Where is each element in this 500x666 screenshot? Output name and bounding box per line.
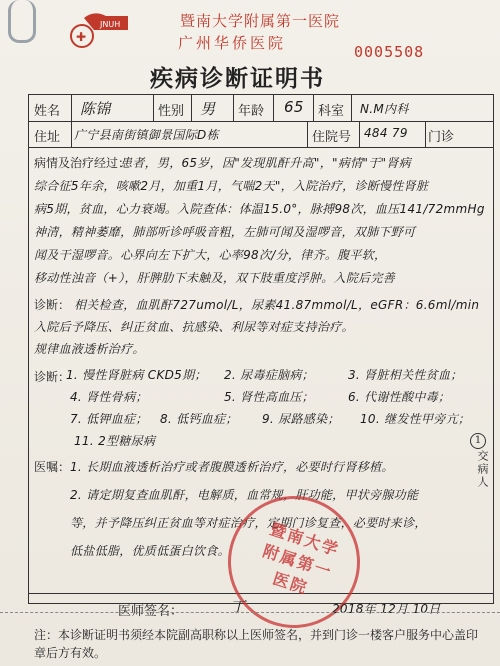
diagnosis-item: 6. 代谢性酸中毒； bbox=[348, 390, 451, 404]
logo-text: JNUH bbox=[100, 20, 121, 29]
signature-date: 2018年 12月 10日 bbox=[332, 602, 441, 616]
side-tag: 交病人 bbox=[476, 450, 489, 489]
history-line: 闻及干湿啰音。心界向左下扩大，心率98次/分，律齐。腹平软， bbox=[34, 248, 387, 262]
advice-line: 等，并予降压纠正贫血等对症治疗，定期门诊复查，必要时来诊， bbox=[70, 516, 427, 530]
row-divider bbox=[29, 121, 493, 122]
age-label: 年龄 bbox=[238, 104, 265, 119]
footer-note: 注：本诊断证明书须经本院副高职称以上医师签名，并到门诊一楼客户服务中心盖印章后方有效。 bbox=[34, 628, 479, 660]
history-line: 病5期，贫血，心力衰竭。入院查体：体温15.0°，脉搏98次，血压141/72mmHg bbox=[34, 202, 485, 216]
diagnosis-item: 9. 尿路感染； bbox=[262, 412, 340, 426]
age-value: 65 bbox=[284, 98, 304, 116]
advice-line: 1. 长期血液透析治疗或者腹膜透析治疗，必要时行肾移植。 bbox=[70, 460, 394, 474]
history-line: 移动性浊音（+），肝脾肋下未触及，双下肢重度浮肿。入院后完善 bbox=[34, 271, 396, 285]
doctor-signature-label: 医师签名： bbox=[118, 604, 184, 619]
admission-no-value: 484 79 bbox=[364, 126, 408, 140]
history-line: 综合征5年余，咳嗽2月，加重1月，气喘2天"，入院治疗，诊断慢性肾脏 bbox=[34, 179, 429, 193]
hospital-logo bbox=[70, 8, 132, 50]
diagnosis-label: 诊断： bbox=[34, 298, 71, 312]
diagnosis-line: 入院后予降压、纠正贫血、抗感染、利尿等对症支持治疗。 bbox=[34, 320, 354, 334]
address-value: 广宁县南街镇御景国际D栋 bbox=[74, 128, 219, 142]
name-value: 陈锦 bbox=[80, 100, 111, 118]
diagnosis-item: 10. 继发性甲旁亢； bbox=[360, 412, 471, 426]
diagnosis-item: 4. 肾性骨病； bbox=[70, 390, 148, 404]
name-label: 姓名 bbox=[34, 104, 61, 119]
hospital-name-primary: 暨南大学附属第一医院 bbox=[180, 12, 341, 30]
serial-number: 0005508 bbox=[354, 43, 425, 61]
footer-divider bbox=[0, 612, 500, 613]
stamp-text: 暨南大学附属第一医院 bbox=[260, 519, 342, 598]
advice-line: 2. 请定期复查血肌酐，电解质，血常规，肝功能，甲状旁腺功能 bbox=[70, 488, 419, 502]
diagnosis-item: 7. 低钾血症； bbox=[70, 412, 148, 426]
side-number: 1 bbox=[470, 433, 486, 449]
paper-clip bbox=[8, 0, 36, 43]
row-divider bbox=[29, 147, 493, 148]
history-label: 病情及治疗经过： bbox=[34, 156, 131, 170]
history-line: 神清，精神萎靡，肺部听诊呼吸音粗，左肺可闻及湿啰音，双肺下野可 bbox=[34, 225, 416, 239]
dept-value: N.M内科 bbox=[360, 102, 409, 116]
gender-label: 性别 bbox=[158, 104, 185, 119]
diagnosis-item: 1. 慢性肾脏病 CKD5期； bbox=[66, 368, 207, 382]
diagnosis-item: 3. 肾脏相关性贫血； bbox=[348, 368, 463, 382]
gender-value: 男 bbox=[200, 100, 216, 118]
doctor-signature: 丁 bbox=[230, 598, 246, 616]
address-label: 住址 bbox=[34, 130, 61, 145]
diagnosis-line: 相关检查，血肌酐727umol/L，尿素41.87mmol/L，eGFR：6.6ml/min bbox=[74, 298, 480, 312]
diagnosis-item: 8. 低钙血症； bbox=[160, 412, 238, 426]
document-title: 疾病诊断证明书 bbox=[150, 65, 325, 92]
diagnosis-item: 11. 2型糖尿病 bbox=[74, 434, 156, 448]
diagnosis-line: 规律血液透析治疗。 bbox=[34, 342, 145, 356]
advice-line: 低盐低脂，优质低蛋白饮食。 bbox=[70, 544, 230, 558]
svg-text:✚: ✚ bbox=[76, 30, 87, 44]
dept-label: 科室 bbox=[318, 104, 345, 119]
advice-label: 医嘱： bbox=[34, 460, 71, 474]
diagnosis-item: 5. 肾性高血压； bbox=[224, 390, 314, 404]
admission-no-label: 住院号 bbox=[312, 130, 352, 145]
diagnosis-items-label: 诊断： bbox=[34, 370, 71, 384]
hospital-name-secondary: 广州华侨医院 bbox=[178, 34, 287, 52]
diagnosis-item: 2. 尿毒症脑病； bbox=[224, 368, 314, 382]
history-line: 患者，男，65岁，因"发现肌酐升高"，"病情"于"肾病 bbox=[120, 156, 411, 170]
clinic-label: 门诊 bbox=[428, 130, 455, 145]
